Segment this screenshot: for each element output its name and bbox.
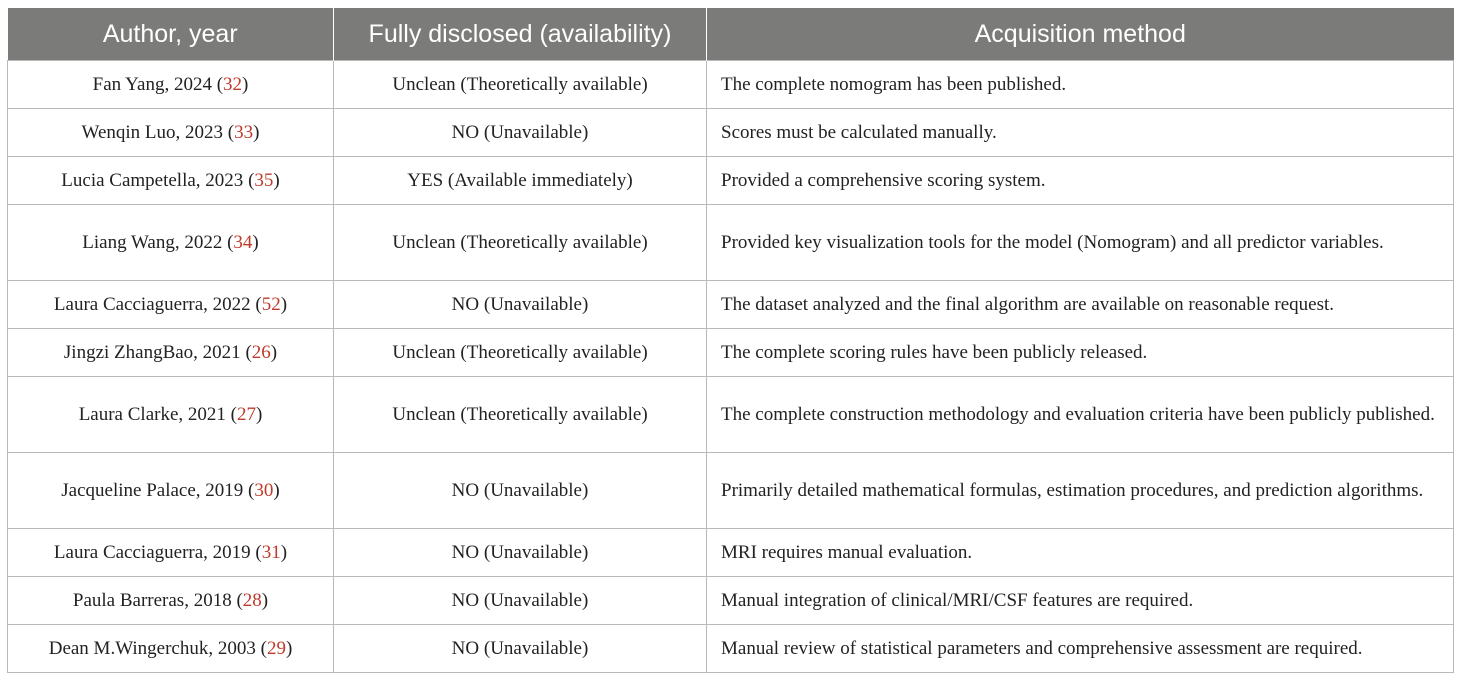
author-cell: Laura Cacciaguerra, 2022 (52)	[8, 281, 334, 329]
availability-cell: NO (Unavailable)	[334, 625, 707, 673]
availability-cell: Unclean (Theoretically available)	[334, 61, 707, 109]
method-cell: Manual review of statistical parameters and comprehensive assessment are required.	[707, 625, 1454, 673]
table-row	[8, 157, 1454, 205]
header-acquisition-method: Acquisition method	[707, 8, 1454, 61]
table-row	[8, 453, 1454, 529]
author-cell: Dean M.Wingerchuk, 2003 (29)	[8, 625, 334, 673]
reference-link[interactable]: 28	[242, 589, 262, 611]
author-cell: Fan Yang, 2024 (32)	[8, 61, 334, 109]
reference-link[interactable]: 31	[261, 541, 281, 563]
author-cell: Laura Cacciaguerra, 2019 (31)	[8, 529, 334, 577]
author-cell: Wenqin Luo, 2023 (33)	[8, 109, 334, 157]
author-cell: Liang Wang, 2022 (34)	[8, 205, 334, 281]
reference-link[interactable]: 29	[266, 637, 286, 659]
studies-table	[7, 8, 1454, 673]
reference-link[interactable]: 34	[233, 231, 253, 253]
author-cell: Paula Barreras, 2018 (28)	[8, 577, 334, 625]
availability-cell: NO (Unavailable)	[334, 109, 707, 157]
table-container	[7, 8, 1453, 673]
table-row	[8, 377, 1454, 453]
reference-link[interactable]: 33	[234, 121, 254, 143]
table-header-row	[8, 8, 1454, 61]
availability-cell: YES (Available immediately)	[334, 157, 707, 205]
reference-link[interactable]: 26	[251, 341, 271, 363]
method-cell: The complete nomogram has been published.	[707, 61, 1454, 109]
method-cell: MRI requires manual evaluation.	[707, 529, 1454, 577]
author-cell: Jingzi ZhangBao, 2021 (26)	[8, 329, 334, 377]
author-cell: Laura Clarke, 2021 (27)	[8, 377, 334, 453]
availability-cell: Unclean (Theoretically available)	[334, 205, 707, 281]
method-cell: Scores must be calculated manually.	[707, 109, 1454, 157]
availability-cell: NO (Unavailable)	[334, 529, 707, 577]
table-row	[8, 329, 1454, 377]
method-cell: The complete construction methodology and evaluation criteria have been publicly published.	[707, 377, 1454, 453]
header-author-year: Author, year	[8, 8, 334, 61]
method-cell: The dataset analyzed and the final algorithm are available on reasonable request.	[707, 281, 1454, 329]
availability-cell: NO (Unavailable)	[334, 453, 707, 529]
author-cell: Jacqueline Palace, 2019 (30)	[8, 453, 334, 529]
reference-link[interactable]: 27	[236, 403, 256, 425]
reference-link[interactable]: 32	[223, 73, 243, 95]
table-row	[8, 625, 1454, 673]
reference-link[interactable]: 52	[261, 293, 281, 315]
table-row	[8, 109, 1454, 157]
header-fully-disclosed: Fully disclosed (availability)	[334, 8, 707, 61]
method-cell: Manual integration of clinical/MRI/CSF features are required.	[707, 577, 1454, 625]
method-cell: The complete scoring rules have been publicly released.	[707, 329, 1454, 377]
table-row	[8, 205, 1454, 281]
author-cell: Lucia Campetella, 2023 (35)	[8, 157, 334, 205]
availability-cell: Unclean (Theoretically available)	[334, 329, 707, 377]
method-cell: Primarily detailed mathematical formulas, estimation procedures, and prediction algorithms.	[707, 453, 1454, 529]
reference-link[interactable]: 30	[254, 479, 274, 501]
table-row	[8, 281, 1454, 329]
method-cell: Provided a comprehensive scoring system.	[707, 157, 1454, 205]
table-row	[8, 529, 1454, 577]
availability-cell: Unclean (Theoretically available)	[334, 377, 707, 453]
availability-cell: NO (Unavailable)	[334, 577, 707, 625]
reference-link[interactable]: 35	[254, 169, 274, 191]
table-row	[8, 61, 1454, 109]
table-row	[8, 577, 1454, 625]
availability-cell: NO (Unavailable)	[334, 281, 707, 329]
method-cell: Provided key visualization tools for the model (Nomogram) and all predictor variables.	[707, 205, 1454, 281]
